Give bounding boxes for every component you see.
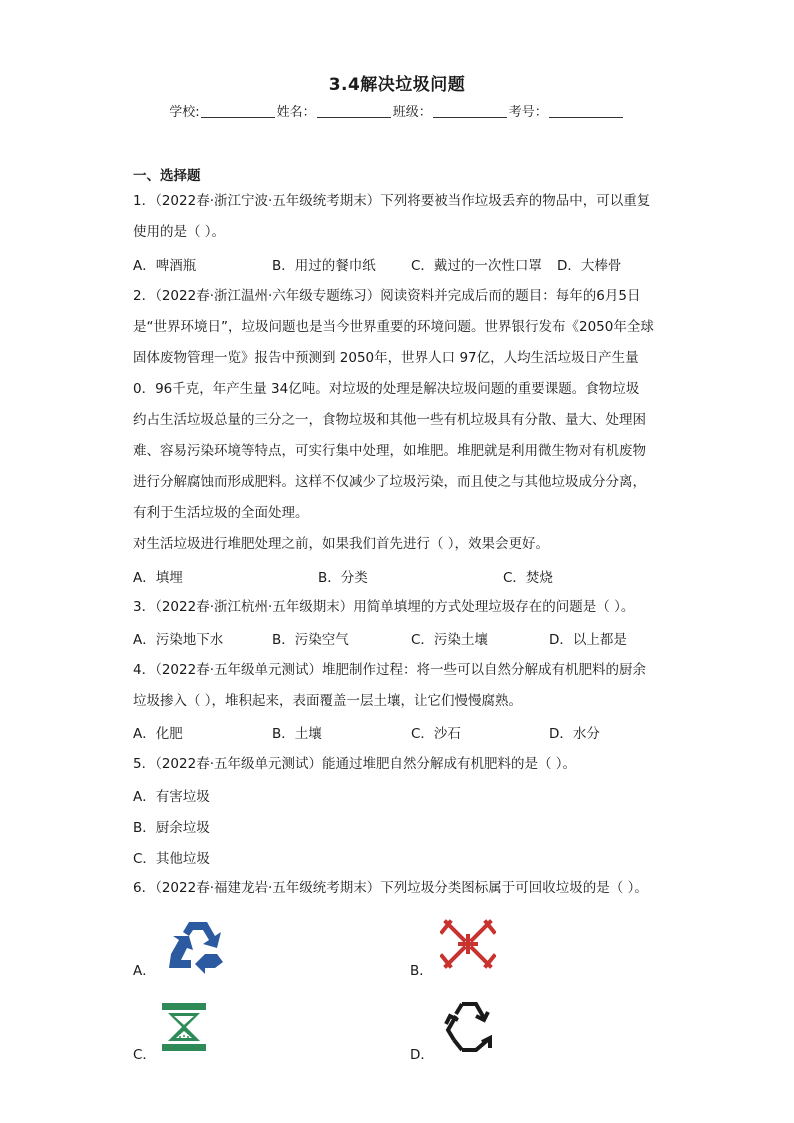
class-blank[interactable] <box>433 104 507 118</box>
school-label: 学校: <box>169 105 200 120</box>
question-2-option-a[interactable]: A．填埋 <box>133 570 183 586</box>
question-1-line-1: 1．（2022春·浙江宁波·五年级统考期末）下列将要被当作垃圾丢弃的物品中，可以重复 <box>133 193 651 209</box>
question-3-line-1: 3．（2022春·浙江杭州·五年级期末）用简单填埋的方式处理垃圾存在的问题是（ ）。 <box>133 599 635 615</box>
kitchen-waste-hourglass-icon[interactable] <box>160 1001 208 1053</box>
question-5-option-c[interactable]: C．其他垃圾 <box>133 851 210 867</box>
question-2-option-b[interactable]: B．分类 <box>318 570 368 586</box>
page-title: 3.4解决垃圾问题 <box>328 75 466 95</box>
question-6-option-a[interactable]: A． <box>133 963 156 979</box>
question-3-option-c[interactable]: C．污染土壤 <box>411 632 488 648</box>
name-label: 姓名： <box>276 105 316 120</box>
question-1-line-2: 使用的是（ ）。 <box>133 224 226 240</box>
question-3-option-b[interactable]: B．污染空气 <box>272 632 349 648</box>
question-4-option-a[interactable]: A．化肥 <box>133 726 183 742</box>
question-2-line-4: 0．96千克，年产生量 34亿吨。对垃圾的处理是解决垃圾问题的重要课题。食物垃圾 <box>133 381 640 397</box>
question-1-option-d[interactable]: D．大棒骨 <box>557 258 622 274</box>
question-6-option-c[interactable]: C． <box>133 1047 156 1063</box>
question-2-line-3: 固体废物管理一览》报告中预测到 2050年，世界人口 97亿，人均生活垃圾日产生量 <box>133 350 639 366</box>
exam-no-label: 考号： <box>508 105 548 120</box>
section-heading: 一、选择题 <box>133 168 201 184</box>
question-4-option-b[interactable]: B．土壤 <box>272 726 322 742</box>
question-2-line-7: 进行分解腐蚀而形成肥料。这样不仅减少了垃圾污染，而且使之与其他垃圾成分分离， <box>133 474 646 490</box>
question-5-option-b[interactable]: B．厨余垃圾 <box>133 820 210 836</box>
question-5-option-a[interactable]: A．有害垃圾 <box>133 789 210 805</box>
student-info-row <box>0 101 794 120</box>
other-waste-recycle-outline-icon[interactable] <box>440 998 498 1056</box>
question-1-option-b[interactable]: B．用过的餐巾纸 <box>272 258 376 274</box>
question-5-line-1: 5．（2022春·五年级单元测试）能通过堆肥自然分解成有机肥料的是（ ）。 <box>133 756 577 772</box>
question-2-line-5: 约占生活垃圾总量的三分之一，食物垃圾和其他一些有机垃圾具有分散、量大、处理困 <box>133 412 646 428</box>
question-2-line-2: 是“世界环境日”，垃圾问题也是当今世界重要的环境问题。世界银行发布《2050年全球 <box>133 319 654 335</box>
school-blank[interactable] <box>201 104 275 118</box>
question-2-line-9: 对生活垃圾进行堆肥处理之前，如果我们首先进行（ ），效果会更好。 <box>133 536 550 552</box>
question-2-line-6: 难、容易污染环境等特点，可实行集中处理，如堆肥。堆肥就是利用微生物对有机废物 <box>133 443 646 459</box>
question-6-line-1: 6．（2022春·福建龙岩·五年级统考期末）下列垃圾分类图标属于可回收垃圾的是（ ）。 <box>133 880 648 896</box>
question-3-option-d[interactable]: D．以上都是 <box>549 632 627 648</box>
name-blank[interactable] <box>317 104 391 118</box>
question-4-option-c[interactable]: C．沙石 <box>411 726 461 742</box>
question-4-option-d[interactable]: D．水分 <box>549 726 600 742</box>
question-6-option-b[interactable]: B． <box>410 963 433 979</box>
question-2-option-c[interactable]: C．焚烧 <box>503 570 553 586</box>
question-2-line-1: 2．（2022春·浙江温州·六年级专题练习）阅读资料并完成后而的题目：每年的6月5日 <box>133 288 641 304</box>
question-4-line-1: 4．（2022春·五年级单元测试）堆肥制作过程：将一些可以自然分解成有机肥料的厨余 <box>133 662 646 678</box>
exam-no-blank[interactable] <box>549 104 623 118</box>
harmful-waste-cross-icon[interactable] <box>440 918 496 970</box>
question-1-option-a[interactable]: A．啤酒瓶 <box>133 258 197 274</box>
question-1-option-c[interactable]: C．戴过的一次性口罩 <box>411 258 542 274</box>
class-label: 班级： <box>392 105 432 120</box>
question-6-option-d[interactable]: D． <box>410 1047 434 1063</box>
recycle-icon[interactable] <box>165 918 231 974</box>
question-4-line-2: 垃圾掺入（ ），堆积起来，表面覆盖一层土壤，让它们慢慢腐熟。 <box>133 693 523 709</box>
question-2-line-8: 有利于生活垃圾的全面处理。 <box>133 505 309 521</box>
question-3-option-a[interactable]: A．污染地下水 <box>133 632 224 648</box>
